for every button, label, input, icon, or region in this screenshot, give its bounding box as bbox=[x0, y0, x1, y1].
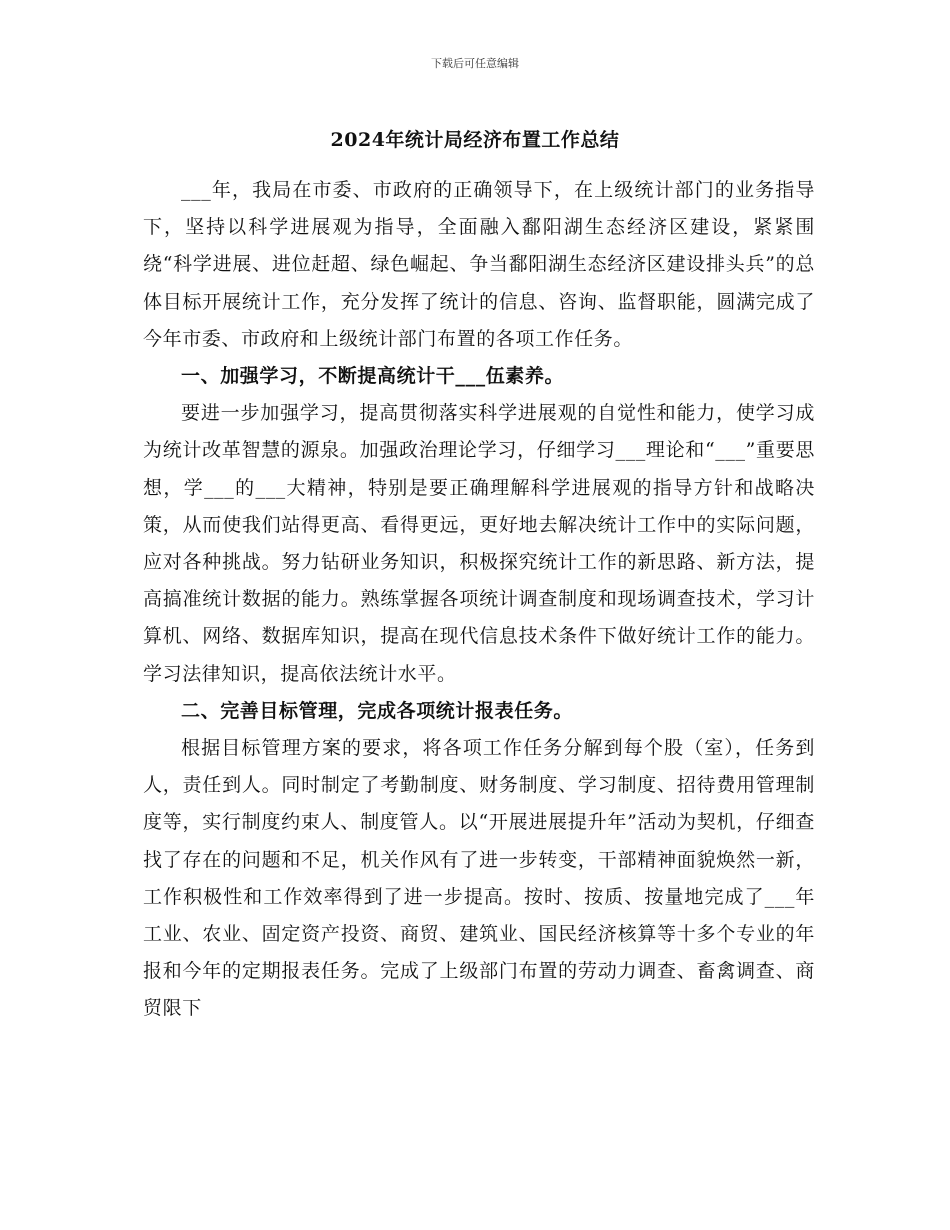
paragraph-learning: 要进一步加强学习，提高贯彻落实科学进展观的自觉性和能力，使学习成为统计改革智慧的源泉。加强政治理论学习，仔细学习___理论和“___”重要思想，学___的___大精神，特别是要正确理解科学进展观的指导方针和战略决策，从而使我们站得更高、看得更远，更好地去解决统计工作中的实际问题，应对各种挑战。努力钻研业务知识，积极探究统计工作的新思路、新方法，提高搞准统计数据的能力。熟练掌握各项统计调查制度和现场调查技术，学习计算机、网络、数据库知识，提高在现代信息技术条件下做好统计工作的能力。学习法律知识，提高依法统计水平。 bbox=[143, 402, 815, 685]
section-heading-2: 二、完善目标管理，完成各项统计报表任务。 bbox=[181, 699, 574, 722]
section-heading-1: 一、加强学习，不断提高统计干___伍素养。 bbox=[181, 365, 565, 388]
document-title: 2024年统计局经济布置工作总结 bbox=[330, 129, 620, 151]
document-body bbox=[143, 172, 815, 1028]
header-note: 下载后可任意编辑 bbox=[431, 57, 519, 70]
paragraph-intro: ___年，我局在市委、市政府的正确领导下，在上级统计部门的业务指导下，坚持以科学进展观为指导，全面融入鄱阳湖生态经济区建设，紧紧围绕“科学进展、进位赶超、绿色崛起、争当鄱阳湖生态经济区建设排头兵”的总体目标开展统计工作，充分发挥了统计的信息、咨询、监督职能，圆满完成了今年市委、市政府和上级统计部门布置的各项工作任务。 bbox=[143, 179, 815, 350]
paragraph-management: 根据目标管理方案的要求，将各项工作任务分解到每个股（室），任务到人，责任到人。同时制定了考勤制度、财务制度、学习制度、招待费用管理制度等，实行制度约束人、制度管人。以“开展进展提升年”活动为契机，仔细查找了存在的问题和不足，机关作风有了进一步转变，干部精神面貌焕然一新，工作积极性和工作效率得到了进一步提高。按时、按质、按量地完成了___年工业、农业、固定资产投资、商贸、建筑业、国民经济核算等十多个专业的年报和今年的定期报表任务。完成了上级部门布置的劳动力调查、畜禽调查、商贸限下 bbox=[143, 737, 815, 1020]
